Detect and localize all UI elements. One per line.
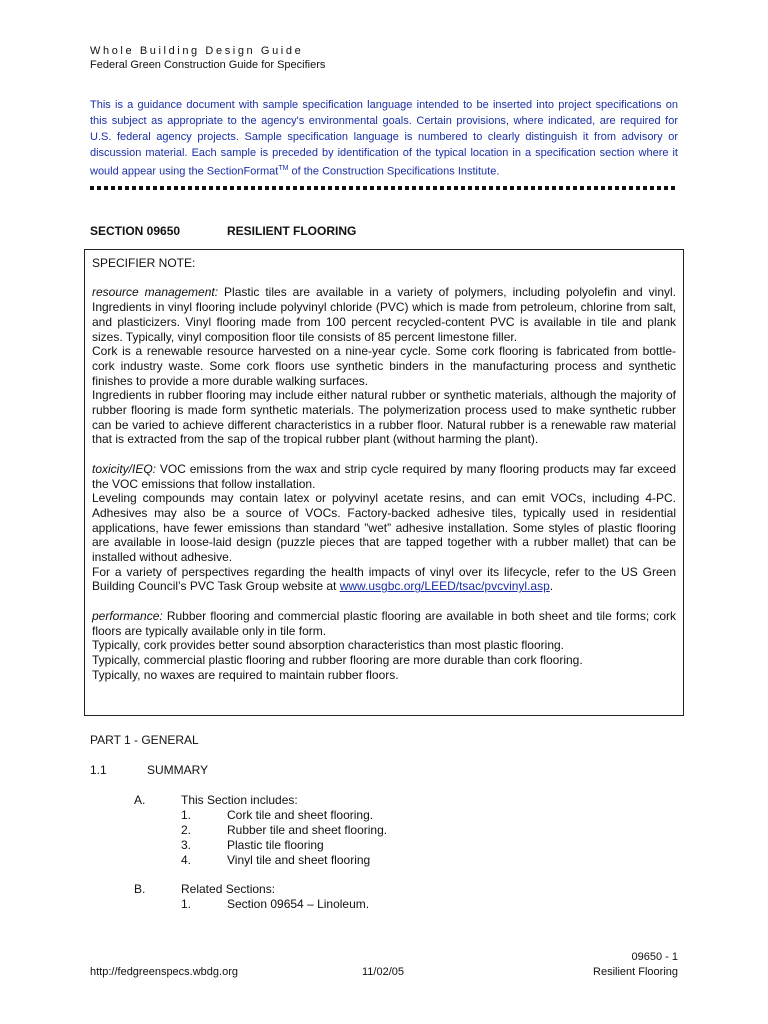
resource-management-label: resource management: bbox=[92, 285, 219, 300]
list-item-number: 3. bbox=[181, 838, 192, 852]
section-heading bbox=[90, 224, 678, 238]
item-b-text: Related Sections: bbox=[181, 882, 276, 896]
trademark-mark: TM bbox=[278, 165, 289, 172]
performance-text: Rubber flooring and commercial plastic flooring are available in both sheet and tile forms; cork floors are typically available only in tile form. bbox=[92, 608, 676, 638]
list-item-number: 1. bbox=[181, 808, 192, 822]
resource-management-paragraph bbox=[92, 285, 676, 344]
perspectives-paragraph bbox=[92, 565, 676, 594]
guide-title: Whole Building Design Guide bbox=[90, 45, 304, 57]
footer-url: http://fedgreenspecs.wbdg.org bbox=[90, 966, 238, 978]
intro-text: This is a guidance document with sample specification language intended to be inserted into project specifications on this subject as appropriate to the agency's environmental goals. Certain provisions, where indicated, are required for U.S. federal agency projects. Sample specification language is numbered to clearly distinguish it from advisory or discussion material. Each sample is preceded by identification of the typical location in a specification section where it would appear using the SectionFormat bbox=[90, 99, 678, 178]
list-item-number: 2. bbox=[181, 823, 192, 837]
performance-line-waxes: Typically, no waxes are required to maintain rubber floors. bbox=[92, 667, 399, 682]
specifier-note-box bbox=[84, 249, 684, 716]
list-item-text: Cork tile and sheet flooring. bbox=[227, 808, 374, 822]
resource-management-text: Plastic tiles are available in a variety of polymers, including polyolefin and vinyl. Ingredients in vinyl flooring include polyvinyl chloride (PVC) which is made from petroleum, chlorine from salt, and plasticizers. Vinyl flooring made from 100 percent recycled-content PVC is available in tile and plank sizes. Typically, vinyl composition floor tile consists of 85 percent limestone filler. bbox=[92, 285, 676, 344]
part-heading: PART 1 - GENERAL bbox=[90, 733, 199, 747]
perspectives-text: For a variety of perspectives regarding the health impacts of vinyl over its lifecycle, refer to the US Green Building Council’s PVC Task Group website at bbox=[92, 564, 676, 594]
footer-section-name: Resilient Flooring bbox=[593, 966, 678, 978]
list-item-text: Rubber tile and sheet flooring. bbox=[227, 823, 388, 837]
link-period: . bbox=[549, 579, 554, 594]
footer-date: 11/02/05 bbox=[362, 966, 405, 978]
item-a-text: This Section includes: bbox=[181, 793, 298, 807]
list-item-text: Plastic tile flooring bbox=[227, 838, 324, 852]
summary-number: 1.1 bbox=[90, 763, 107, 777]
performance-paragraph bbox=[92, 609, 676, 638]
dashed-divider bbox=[90, 186, 678, 190]
leveling-paragraph: Leveling compounds may contain latex or polyvinyl acetate resins, and can emit VOCs, including 4-PC. Adhesives may also be a source of VOCs. Factory-backed adhesive tiles, typically used in residential applications, have fewer emissions than standard ”wet” adhesive installation. Some styles of plastic flooring are available in loose-laid design (puzzle pieces that are tapped together with a rubber mallet) that can be installed without adhesive. bbox=[92, 491, 676, 565]
rubber-paragraph: Ingredients in rubber flooring may include either natural rubber or synthetic materials, although the majority of rubber flooring is made form synthetic materials. The polymerization process used to make synthetic rubber can be varied to achieve different characteristics in a rubber floor. Natural rubber is a renewable raw material that is extracted from the sap of the tropical rubber plant (without harming the plant). bbox=[92, 388, 676, 447]
toxicity-label: toxicity/IEQ: bbox=[92, 461, 157, 476]
usgbc-link[interactable]: www.usgbc.org/LEED/tsac/pvcvinyl.asp bbox=[339, 579, 550, 594]
cork-paragraph: Cork is a renewable resource harvested on a nine-year cycle. Some cork flooring is fabricated from bottle-cork industry waste. Some cork floors use synthetic binders in the manufacturing process and synthetic finishes to provide a more durable walking surfaces. bbox=[92, 344, 676, 388]
list-item-number: 4. bbox=[181, 853, 192, 867]
intro-guidance-text bbox=[90, 97, 678, 180]
performance-label: performance: bbox=[92, 608, 163, 623]
section-title: RESILIENT FLOORING bbox=[227, 224, 357, 238]
intro-text-end: of the Construction Specifications Institute. bbox=[288, 165, 500, 178]
performance-line-durability: Typically, commercial plastic flooring and rubber flooring are more durable than cork flooring. bbox=[92, 652, 583, 667]
specifier-note-heading: SPECIFIER NOTE: bbox=[92, 256, 196, 270]
performance-line-cork: Typically, cork provides better sound absorption characteristics than most plastic flooring. bbox=[92, 638, 564, 653]
list-item-number: 1. bbox=[181, 897, 192, 911]
section-number: SECTION 09650 bbox=[90, 224, 181, 238]
toxicity-text: VOC emissions from the wax and strip cycle required by many flooring products may far exceed the VOC emissions that follow installation. bbox=[92, 461, 676, 491]
item-a-letter: A. bbox=[134, 793, 146, 807]
guide-subtitle: Federal Green Construction Guide for Specifiers bbox=[90, 59, 326, 71]
list-item-text: Vinyl tile and sheet flooring bbox=[227, 853, 371, 867]
item-b-letter: B. bbox=[134, 882, 146, 896]
footer-page-number: 09650 - 1 bbox=[631, 951, 678, 963]
summary-heading: SUMMARY bbox=[147, 763, 209, 777]
list-item-text: Section 09654 – Linoleum. bbox=[227, 897, 370, 911]
toxicity-paragraph bbox=[92, 462, 676, 491]
